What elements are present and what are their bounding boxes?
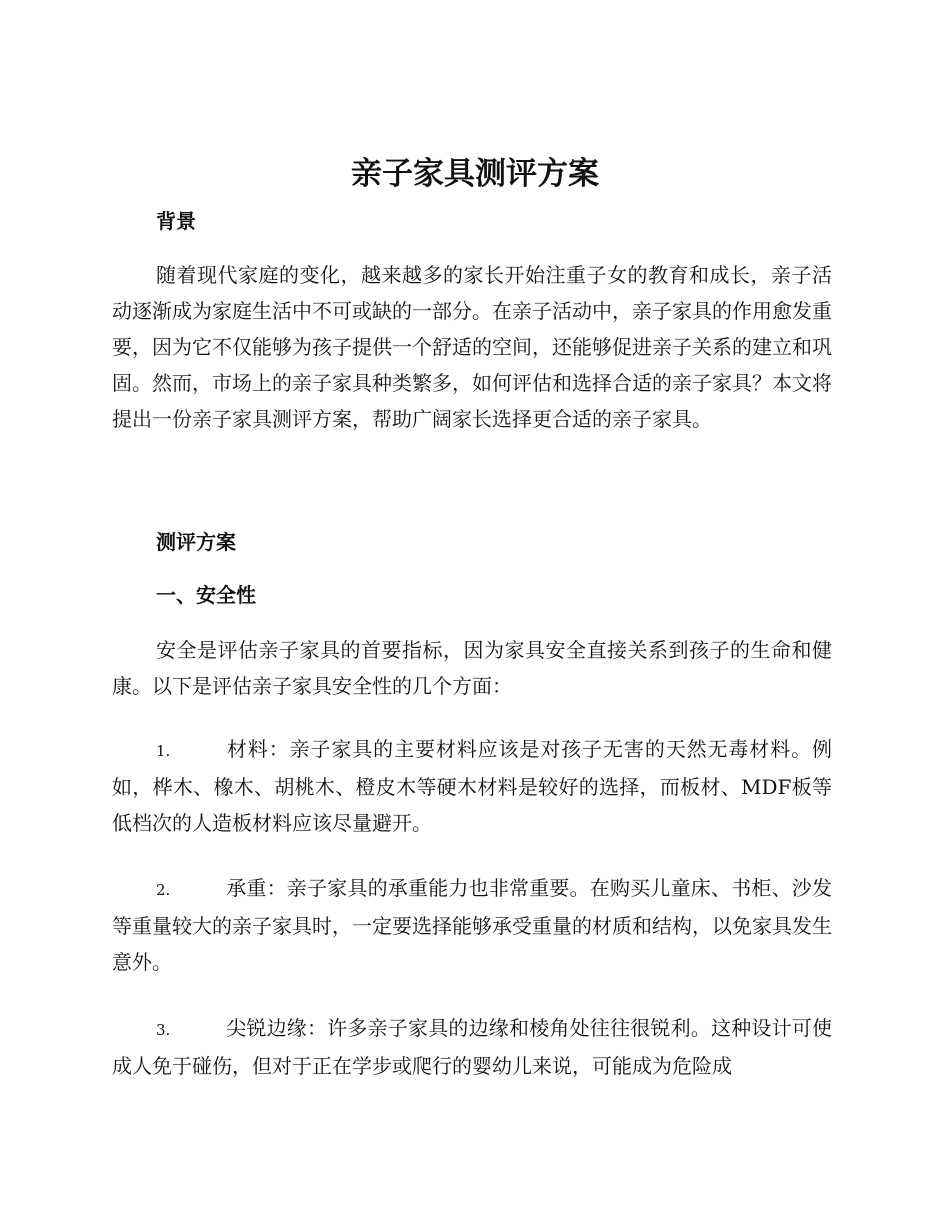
list-item	[112, 870, 832, 980]
list-item-text: 材料：亲子家具的主要材料应该是对孩子无害的天然无毒材料。例如，桦木、橡木、胡桃木、橙皮木等硬木材料是较好的选择，而板材、MDF板等低档次的人造板材料应该尽量避开。	[112, 737, 832, 835]
list-item-number: 2.	[156, 881, 171, 899]
list-item-text: 尖锐边缘：许多亲子家具的边缘和棱角处往往很锐利。这种设计可使成人免于碰伤，但对于正在学步或爬行的婴幼儿来说，可能成为危险成	[112, 1016, 832, 1078]
list-item	[112, 1010, 832, 1084]
list-item-number: 1.	[156, 742, 171, 760]
paragraph-background: 随着现代家庭的变化，越来越多的家长开始注重子女的教育和成长，亲子活动逐渐成为家庭生活中不可或缺的一部分。在亲子活动中，亲子家具的作用愈发重要，因为它不仅能够为孩子提供一个舒适的空间，还能够促进亲子关系的建立和巩固。然而，市场上的亲子家具种类繁多，如何评估和选择合适的亲子家具？本文将提出一份亲子家具测评方案，帮助广阔家长选择更合适的亲子家具。	[112, 263, 832, 431]
list-item	[112, 731, 832, 841]
heading-evaluation-plan: 测评方案	[156, 530, 236, 554]
heading-background: 背景	[156, 209, 196, 233]
list-item-number: 3.	[156, 1021, 171, 1039]
document-title: 亲子家具测评方案	[351, 156, 599, 192]
paragraph-safety-intro: 安全是评估亲子家具的首要指标，因为家具安全直接关系到孩子的生命和健康。以下是评估亲子家具安全性的几个方面：	[112, 638, 832, 698]
heading-safety: 一、安全性	[156, 583, 256, 607]
list-item-text: 承重：亲子家具的承重能力也非常重要。在购买儿童床、书柜、沙发等重量较大的亲子家具时，一定要选择能够承受重量的材质和结构，以免家具发生意外。	[112, 876, 832, 974]
